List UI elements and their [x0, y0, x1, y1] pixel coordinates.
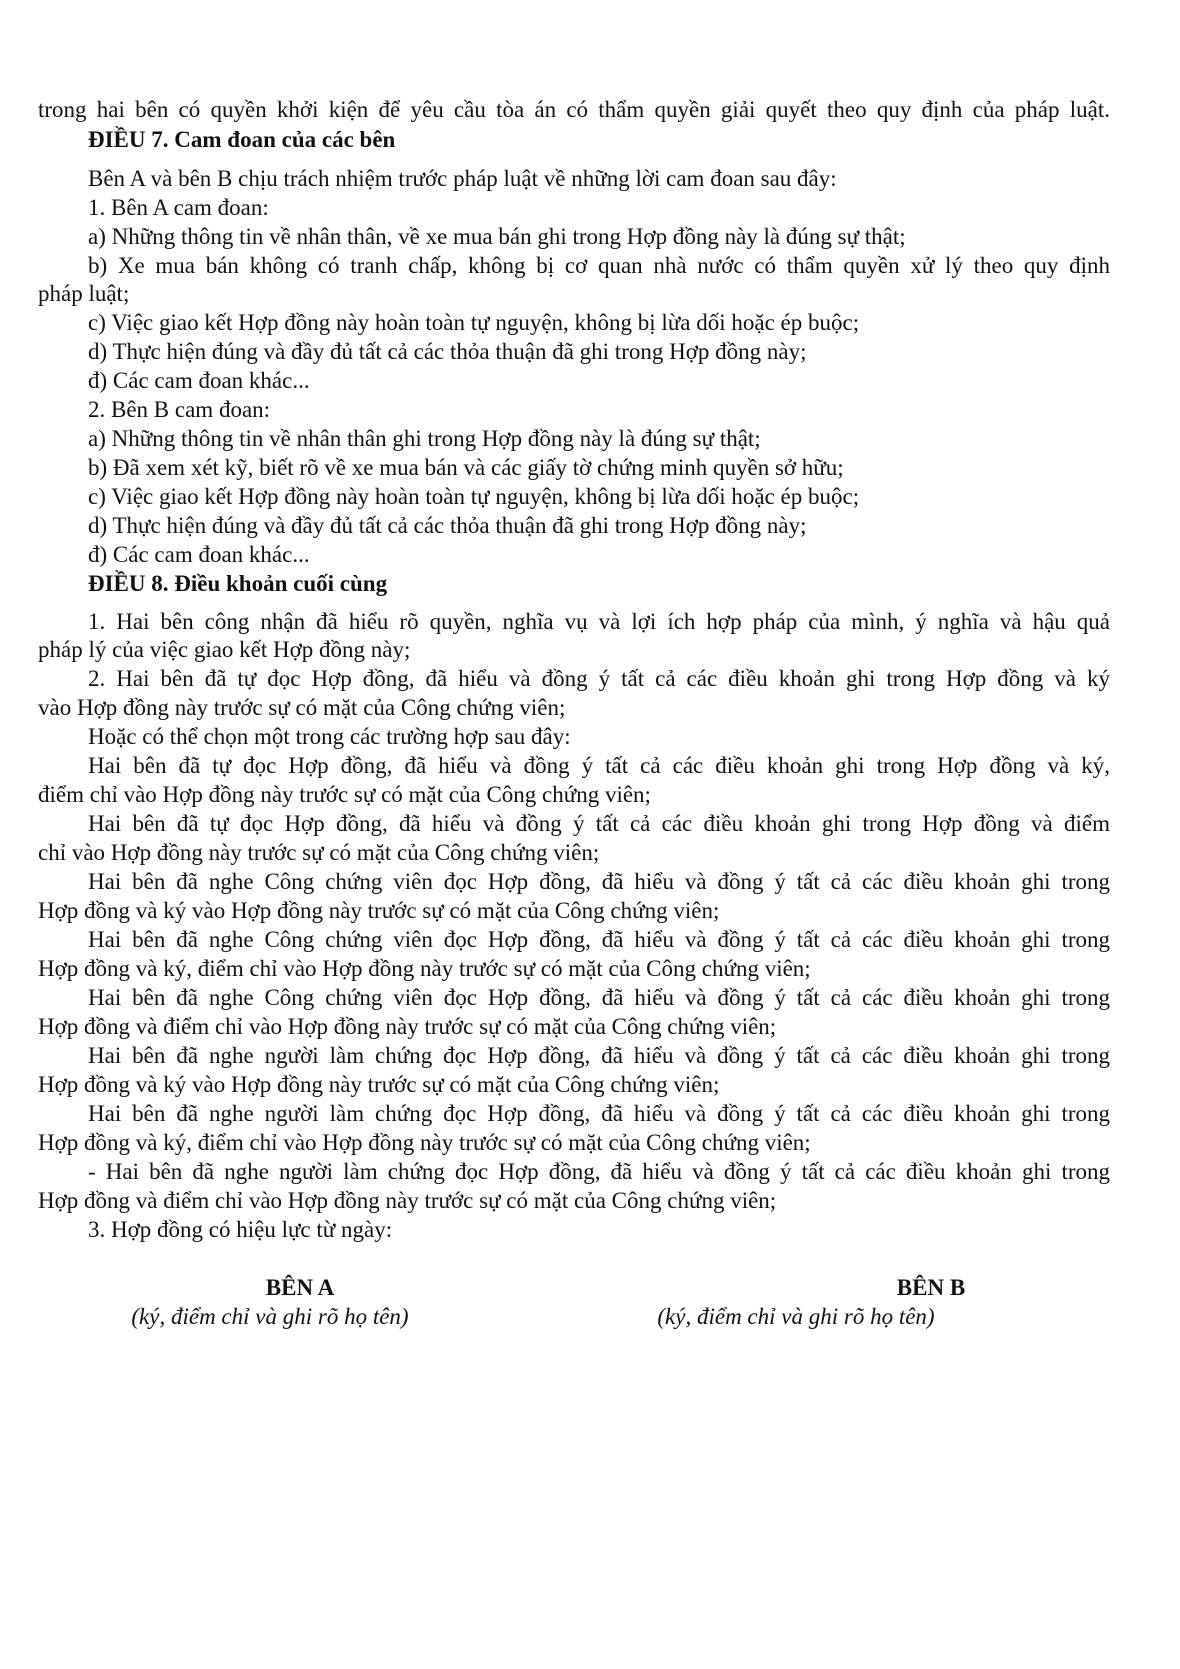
text-line: trong hai bên có quyền khởi kiện để yêu cầu tòa án có thẩm quyền giải quyết theo quy định của pháp luật.: [38, 97, 1110, 122]
text-line: Hoặc có thể chọn một trong các trường hợp sau đây:: [88, 724, 571, 749]
text-line: Hợp đồng và ký vào Hợp đồng này trước sự có mặt của Công chứng viên;: [38, 1072, 720, 1097]
text-line: 1. Hai bên công nhận đã hiểu rõ quyền, nghĩa vụ và lợi ích hợp pháp của mình, ý nghĩa và hậu quả: [88, 609, 1110, 634]
text-line: - Hai bên đã nghe người làm chứng đọc Hợp đồng, đã hiểu và đồng ý tất cả các điều khoản ghi trong: [88, 1159, 1110, 1184]
article-8-heading: ĐIỀU 8. Điều khoản cuối cùng: [88, 571, 388, 596]
party-a-title: BÊN A: [265, 1275, 335, 1300]
text-line: Hai bên đã tự đọc Hợp đồng, đã hiểu và đồng ý tất cả các điều khoản ghi trong Hợp đồng và ký,: [88, 753, 1110, 778]
text-line: a) Những thông tin về nhân thân ghi trong Hợp đồng này là đúng sự thật;: [88, 426, 761, 451]
text-line: Hai bên đã nghe Công chứng viên đọc Hợp đồng, đã hiểu và đồng ý tất cả các điều khoản ghi trong: [88, 869, 1110, 894]
text-line: 1. Bên A cam đoan:: [88, 195, 269, 220]
text-line: Hai bên đã nghe người làm chứng đọc Hợp đồng, đã hiểu và đồng ý tất cả các điều khoản ghi trong: [88, 1043, 1110, 1068]
text-line: 3. Hợp đồng có hiệu lực từ ngày:: [88, 1217, 393, 1242]
text-line: Hợp đồng và ký vào Hợp đồng này trước sự có mặt của Công chứng viên;: [38, 898, 720, 923]
text-line: d) Thực hiện đúng và đầy đủ tất cả các thỏa thuận đã ghi trong Hợp đồng này;: [88, 513, 807, 538]
text-line: 2. Hai bên đã tự đọc Hợp đồng, đã hiểu và đồng ý tất cả các điều khoản ghi trong Hợp đồng và ký: [88, 666, 1110, 691]
text-line: đ) Các cam đoan khác...: [88, 542, 310, 567]
text-line: Bên A và bên B chịu trách nhiệm trước pháp luật về những lời cam đoan sau đây:: [88, 166, 837, 191]
text-line: d) Thực hiện đúng và đầy đủ tất cả các thỏa thuận đã ghi trong Hợp đồng này;: [88, 339, 807, 364]
text-line: c) Việc giao kết Hợp đồng này hoàn toàn tự nguyện, không bị lừa dối hoặc ép buộc;: [88, 310, 860, 335]
text-line: Hợp đồng và điểm chỉ vào Hợp đồng này trước sự có mặt của Công chứng viên;: [38, 1188, 777, 1213]
text-line: đ) Các cam đoan khác...: [88, 368, 310, 393]
text-line: Hai bên đã nghe Công chứng viên đọc Hợp đồng, đã hiểu và đồng ý tất cả các điều khoản ghi trong: [88, 927, 1110, 952]
text-line: a) Những thông tin về nhân thân, về xe mua bán ghi trong Hợp đồng này là đúng sự thật;: [88, 224, 906, 249]
text-line: b) Đã xem xét kỹ, biết rõ về xe mua bán và các giấy tờ chứng minh quyền sở hữu;: [88, 455, 844, 480]
text-line: pháp luật;: [38, 281, 130, 306]
text-line: điểm chỉ vào Hợp đồng này trước sự có mặt của Công chứng viên;: [38, 782, 651, 807]
article-7-heading: ĐIỀU 7. Cam đoan của các bên: [88, 127, 396, 152]
text-line: Hợp đồng và ký, điểm chỉ vào Hợp đồng này trước sự có mặt của Công chứng viên;: [38, 1130, 811, 1155]
text-line: vào Hợp đồng này trước sự có mặt của Công chứng viên;: [38, 695, 566, 720]
text-line: pháp lý của việc giao kết Hợp đồng này;: [38, 637, 411, 662]
party-b-note: (ký, điểm chỉ và ghi rõ họ tên): [657, 1304, 935, 1329]
party-b-title: BÊN B: [896, 1275, 966, 1300]
text-line: Hai bên đã nghe Công chứng viên đọc Hợp đồng, đã hiểu và đồng ý tất cả các điều khoản ghi trong: [88, 985, 1110, 1010]
text-line: 2. Bên B cam đoan:: [88, 397, 271, 422]
text-line: Hợp đồng và ký, điểm chỉ vào Hợp đồng này trước sự có mặt của Công chứng viên;: [38, 956, 811, 981]
text-line: Hợp đồng và điểm chỉ vào Hợp đồng này trước sự có mặt của Công chứng viên;: [38, 1014, 777, 1039]
party-a-note: (ký, điểm chỉ và ghi rõ họ tên): [131, 1304, 409, 1329]
text-line: b) Xe mua bán không có tranh chấp, không bị cơ quan nhà nước có thẩm quyền xử lý theo quy định: [88, 253, 1110, 278]
text-line: chỉ vào Hợp đồng này trước sự có mặt của Công chứng viên;: [38, 840, 600, 865]
text-line: Hai bên đã tự đọc Hợp đồng, đã hiểu và đồng ý tất cả các điều khoản ghi trong Hợp đồng và điểm: [88, 811, 1110, 836]
text-line: c) Việc giao kết Hợp đồng này hoàn toàn tự nguyện, không bị lừa dối hoặc ép buộc;: [88, 484, 860, 509]
text-line: Hai bên đã nghe người làm chứng đọc Hợp đồng, đã hiểu và đồng ý tất cả các điều khoản ghi trong: [88, 1101, 1110, 1126]
